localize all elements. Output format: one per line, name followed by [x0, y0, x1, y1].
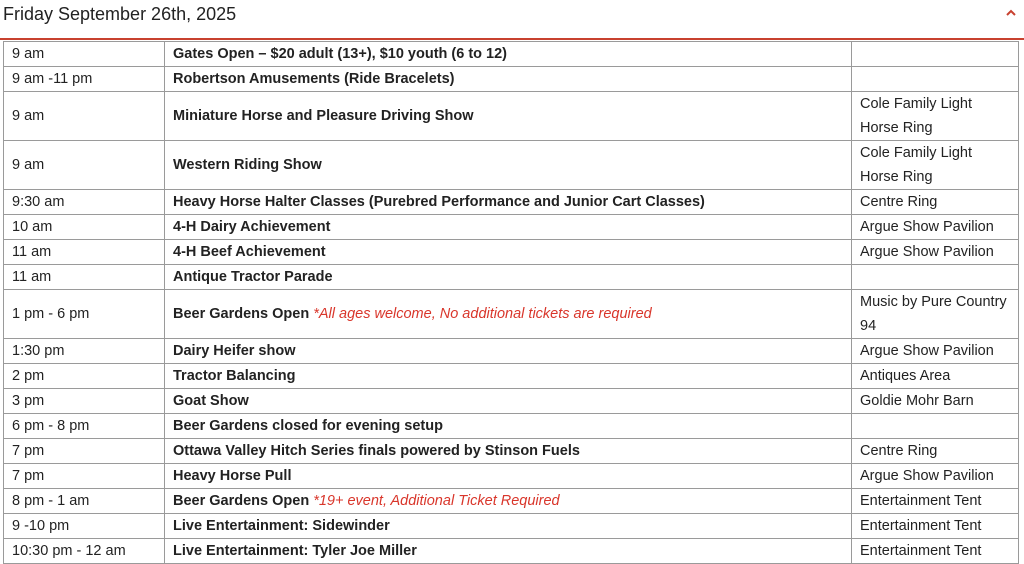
event-location [852, 67, 1019, 92]
event-title: Live Entertainment: Tyler Joe Miller [173, 543, 417, 559]
table-row [4, 42, 1019, 67]
event-title: Gates Open – $20 adult (13+), $10 youth (6 to 12) [173, 46, 508, 62]
event-time: 3 pm [4, 389, 165, 414]
event-title: Tractor Balancing [173, 368, 296, 384]
table-row [4, 190, 1019, 215]
event-time: 7 pm [4, 464, 165, 489]
event-title: Ottawa Valley Hitch Series finals powered by Stinson Fuels [173, 443, 580, 459]
event-location: Cole Family Light Horse Ring [852, 92, 1019, 141]
event-time: 9 -10 pm [4, 514, 165, 539]
event-location: Music by Pure Country 94 [852, 290, 1019, 339]
table-row [4, 414, 1019, 439]
day-title: Friday September 26th, 2025 [3, 4, 237, 24]
event-name [165, 265, 852, 290]
event-title: Heavy Horse Halter Classes (Purebred Performance and Junior Cart Classes) [173, 194, 705, 210]
chevron-up-icon[interactable] [1004, 6, 1018, 20]
event-title: 4-H Dairy Achievement [173, 219, 331, 235]
table-row [4, 464, 1019, 489]
event-title: Beer Gardens closed for evening setup [173, 418, 443, 434]
table-row [4, 489, 1019, 514]
event-time: 11 am [4, 240, 165, 265]
event-time: 9:30 am [4, 190, 165, 215]
event-title: Goat Show [173, 393, 249, 409]
event-time: 9 am -11 pm [4, 67, 165, 92]
event-time: 9 am [4, 141, 165, 190]
event-time: 6 pm - 8 pm [4, 414, 165, 439]
event-location: Argue Show Pavilion [852, 464, 1019, 489]
schedule-table [3, 41, 1019, 564]
table-row [4, 339, 1019, 364]
event-location: Entertainment Tent [852, 489, 1019, 514]
event-location: Antiques Area [852, 364, 1019, 389]
event-location: Cole Family Light Horse Ring [852, 141, 1019, 190]
event-time: 9 am [4, 92, 165, 141]
event-name [165, 92, 852, 141]
event-location: Centre Ring [852, 190, 1019, 215]
event-location: Centre Ring [852, 439, 1019, 464]
event-title: Beer Gardens Open [173, 493, 310, 509]
event-title: Heavy Horse Pull [173, 468, 292, 484]
event-name [165, 539, 852, 564]
table-row [4, 265, 1019, 290]
event-location: Goldie Mohr Barn [852, 389, 1019, 414]
table-row [4, 539, 1019, 564]
event-time: 10 am [4, 215, 165, 240]
table-row [4, 364, 1019, 389]
event-title: Miniature Horse and Pleasure Driving Show [173, 108, 474, 124]
event-time: 10:30 pm - 12 am [4, 539, 165, 564]
event-name [165, 489, 852, 514]
event-time: 1 pm - 6 pm [4, 290, 165, 339]
table-row [4, 389, 1019, 414]
event-location: Argue Show Pavilion [852, 339, 1019, 364]
schedule-day-header[interactable] [0, 0, 1024, 40]
table-row [4, 290, 1019, 339]
table-row [4, 439, 1019, 464]
event-time: 7 pm [4, 439, 165, 464]
event-location: Entertainment Tent [852, 514, 1019, 539]
event-title: Beer Gardens Open [173, 306, 310, 322]
event-name [165, 240, 852, 265]
table-row [4, 141, 1019, 190]
event-name [165, 339, 852, 364]
event-name [165, 215, 852, 240]
event-time: 9 am [4, 42, 165, 67]
event-location [852, 42, 1019, 67]
event-location: Argue Show Pavilion [852, 240, 1019, 265]
event-note: *19+ event, Additional Ticket Required [313, 493, 560, 509]
table-row [4, 67, 1019, 92]
event-title: Live Entertainment: Sidewinder [173, 518, 390, 534]
table-row [4, 92, 1019, 141]
event-name [165, 439, 852, 464]
event-name [165, 389, 852, 414]
event-location [852, 265, 1019, 290]
event-name [165, 414, 852, 439]
event-time: 11 am [4, 265, 165, 290]
table-row [4, 514, 1019, 539]
event-time: 1:30 pm [4, 339, 165, 364]
event-title: Robertson Amusements (Ride Bracelets) [173, 71, 455, 87]
event-name [165, 141, 852, 190]
table-row [4, 240, 1019, 265]
event-time: 2 pm [4, 364, 165, 389]
event-title: Antique Tractor Parade [173, 269, 333, 285]
event-title: Western Riding Show [173, 157, 322, 173]
event-title: Dairy Heifer show [173, 343, 296, 359]
event-name [165, 190, 852, 215]
event-name [165, 67, 852, 92]
event-location: Argue Show Pavilion [852, 215, 1019, 240]
event-name [165, 514, 852, 539]
table-row [4, 215, 1019, 240]
event-name [165, 42, 852, 67]
event-name [165, 464, 852, 489]
event-time: 8 pm - 1 am [4, 489, 165, 514]
event-name [165, 364, 852, 389]
event-note: *All ages welcome, No additional tickets are required [313, 306, 652, 322]
event-name [165, 290, 852, 339]
event-location: Entertainment Tent [852, 539, 1019, 564]
event-title: 4-H Beef Achievement [173, 244, 326, 260]
event-location [852, 414, 1019, 439]
